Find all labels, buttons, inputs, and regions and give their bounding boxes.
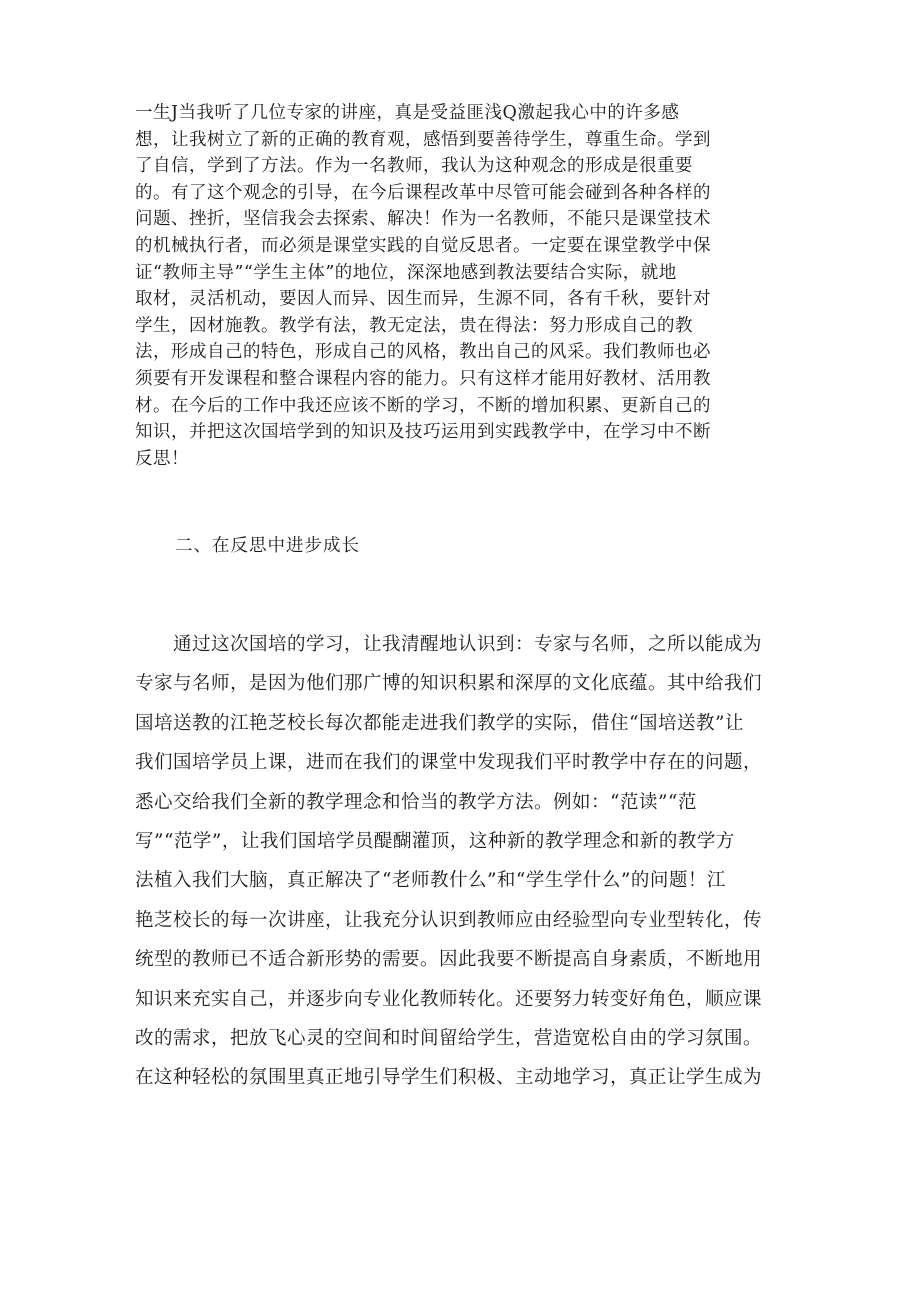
section-heading: 二、在反思中进步成长 — [175, 536, 360, 556]
text-line: 取材，灵活机动，要因人而异、因生而异，生源不同，各有千秋，要针对 — [135, 289, 711, 310]
paragraph-reflection — [135, 100, 795, 472]
text-line: 我们国培学员上课，进而在我们的课堂中发现我们平时教学中存在的问题， — [135, 752, 763, 774]
text-line: 专家与名师，是因为他们那广博的知识积累和深厚的文化底蕴。其中给我们 — [135, 673, 763, 695]
text-line: 改的需求，把放飞心灵的空间和时间留给学生，营造宽松自由的学习氛围。 — [135, 1027, 763, 1049]
text-line: 想，让我树立了新的正确的教育观，感悟到要善待学生，尊重生命。学到 — [135, 129, 711, 150]
text-line: 须要有开发课程和整合课程内容的能力。只有这样才能用好教材、活用教 — [135, 368, 711, 389]
text-line: 知识来充实自己，并逐步向专业化教师转化。还要努力转变好角色，顺应课 — [135, 988, 763, 1010]
text-line: 统型的教师已不适合新形势的需要。因此我要不断提高自身素质，不断地用 — [135, 949, 763, 971]
text-line: 反思！ — [135, 448, 189, 469]
text-line: 写”“范学”，让我们国培学员醍醐灌顶，这种新的教学理念和新的教学方 — [135, 830, 735, 852]
text-line: 学生，因材施教。教学有法，教无定法，贵在得法：努力形成自己的教 — [135, 315, 693, 336]
text-line: 问题、挫折，坚信我会去探索、解决！作为一名教师，不能只是课堂技术 — [135, 209, 711, 230]
text-line: 的。有了这个观念的引导，在今后课程改革中尽管可能会碰到各种各样的 — [135, 182, 711, 203]
text-line: 材。在今后的工作中我还应该不断的学习，不断的增加积累、更新自己的 — [135, 395, 711, 416]
text-line: 通过这次国培的学习，让我清醒地认识到：专家与名师，之所以能成为 — [135, 634, 763, 655]
text-line: 在这种轻松的氛围里真正地引导学生们积极、主动地学习，真正让学生成为 — [135, 1067, 763, 1089]
text-line: 国培送教的江艳芝校长每次都能走进我们教学的实际，借住“国培送教”让 — [135, 712, 744, 734]
text-line: 法，形成自己的特色，形成自己的风格，教出自己的风采。我们教师也必 — [135, 342, 711, 363]
paragraph-growth — [135, 625, 795, 1098]
text-line: 了自信，学到了方法。作为一名教师，我认为这种观念的形成是很重要 — [135, 156, 693, 177]
text-line: 法植入我们大脑，真正解决了“老师教什么”和“学生学什么”的问题！江 — [135, 870, 726, 892]
text-line: 的机械执行者，而必须是课堂实践的自觉反思者。一定要在课堂教学中保 — [135, 235, 711, 256]
text-line: 知识，并把这次国培学到的知识及技巧运用到实践教学中，在学习中不断 — [135, 422, 711, 443]
text-line: 证“教师主导”“学生主体”的地位，深深地感到教法要结合实际，就地 — [135, 262, 677, 283]
text-line: 艳芝校长的每一次讲座，让我充分认识到教师应由经验型向专业型转化，传 — [135, 909, 763, 931]
text-line: 悉心交给我们全新的教学理念和恰当的教学方法。例如：“范读”“范 — [135, 791, 697, 813]
text-line: 一生J当我听了几位专家的讲座，真是受益匪浅Q激起我心中的许多感 — [135, 103, 680, 123]
